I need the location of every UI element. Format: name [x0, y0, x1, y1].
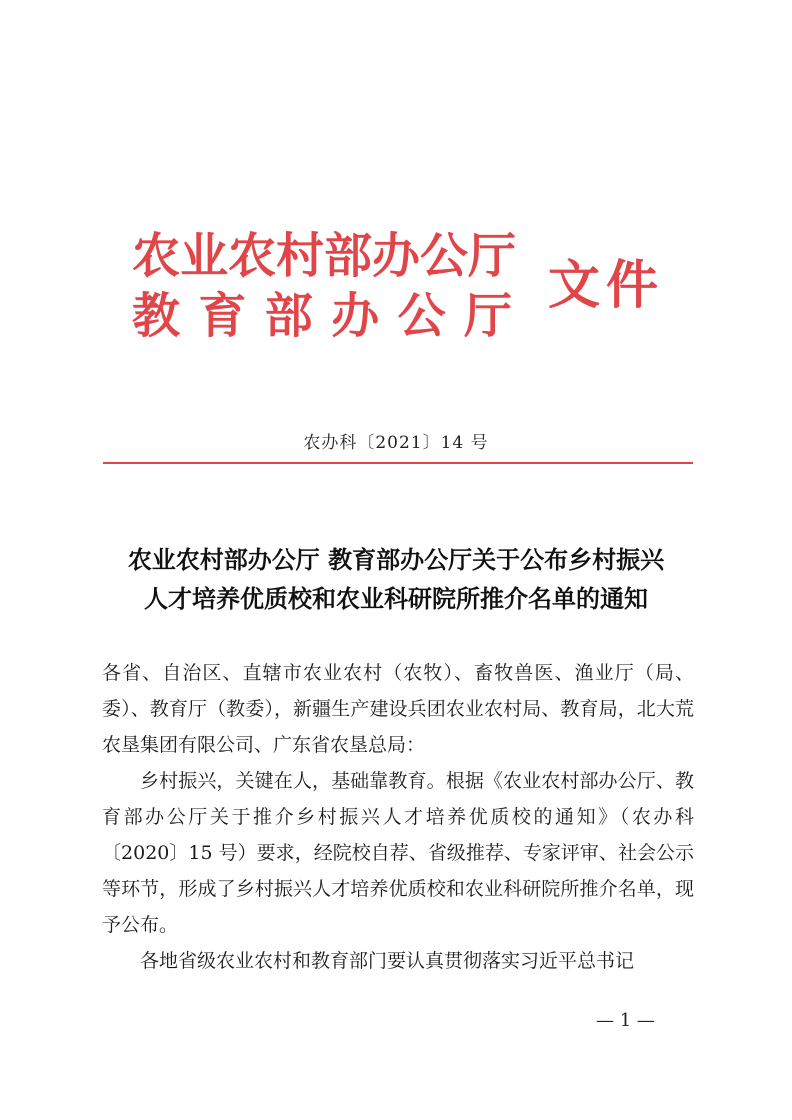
title-line-1: 农业农村部办公厅 教育部办公厅关于公布乡村振兴: [127, 546, 665, 574]
org-line-1: 农业农村部办公厅: [132, 228, 517, 284]
document-body: [102, 655, 694, 979]
title-line-2: 人才培养优质校和农业科研院所推介名单的通知: [144, 585, 648, 613]
red-divider: [103, 462, 693, 464]
page-number: — 1 —: [596, 1010, 655, 1031]
issuing-organizations: [132, 226, 517, 346]
document-suffix: 文件: [548, 256, 665, 316]
paragraph-1: 乡村振兴，关键在人，基础靠教育。根据《农业农村部办公厅、教育部办公厅关于推介乡村振兴人才培养优质校的通知》（农办科〔2020〕15 号）要求，经院校自荐、省级推荐、专家评审、社会公示等环节，形成了乡村振兴人才培养优质校和农业科研院所推介名单，现予公布。: [102, 770, 694, 936]
document-title: [90, 541, 702, 619]
recipients: 各省、自治区、直辖市农业农村（农牧）、畜牧兽医、渔业厅（局、委）、教育厅（教委），新疆生产建设兵团农业农村局、教育局，北大荒农垦集团有限公司、广东省农垦总局：: [102, 662, 694, 756]
paragraph-2: 各地省级农业农村和教育部门要认真贯彻落实习近平总书记: [140, 950, 635, 972]
org-line-2: 教育部办公厅: [132, 288, 512, 344]
document-number: 农办科〔2021〕14 号: [303, 433, 489, 453]
